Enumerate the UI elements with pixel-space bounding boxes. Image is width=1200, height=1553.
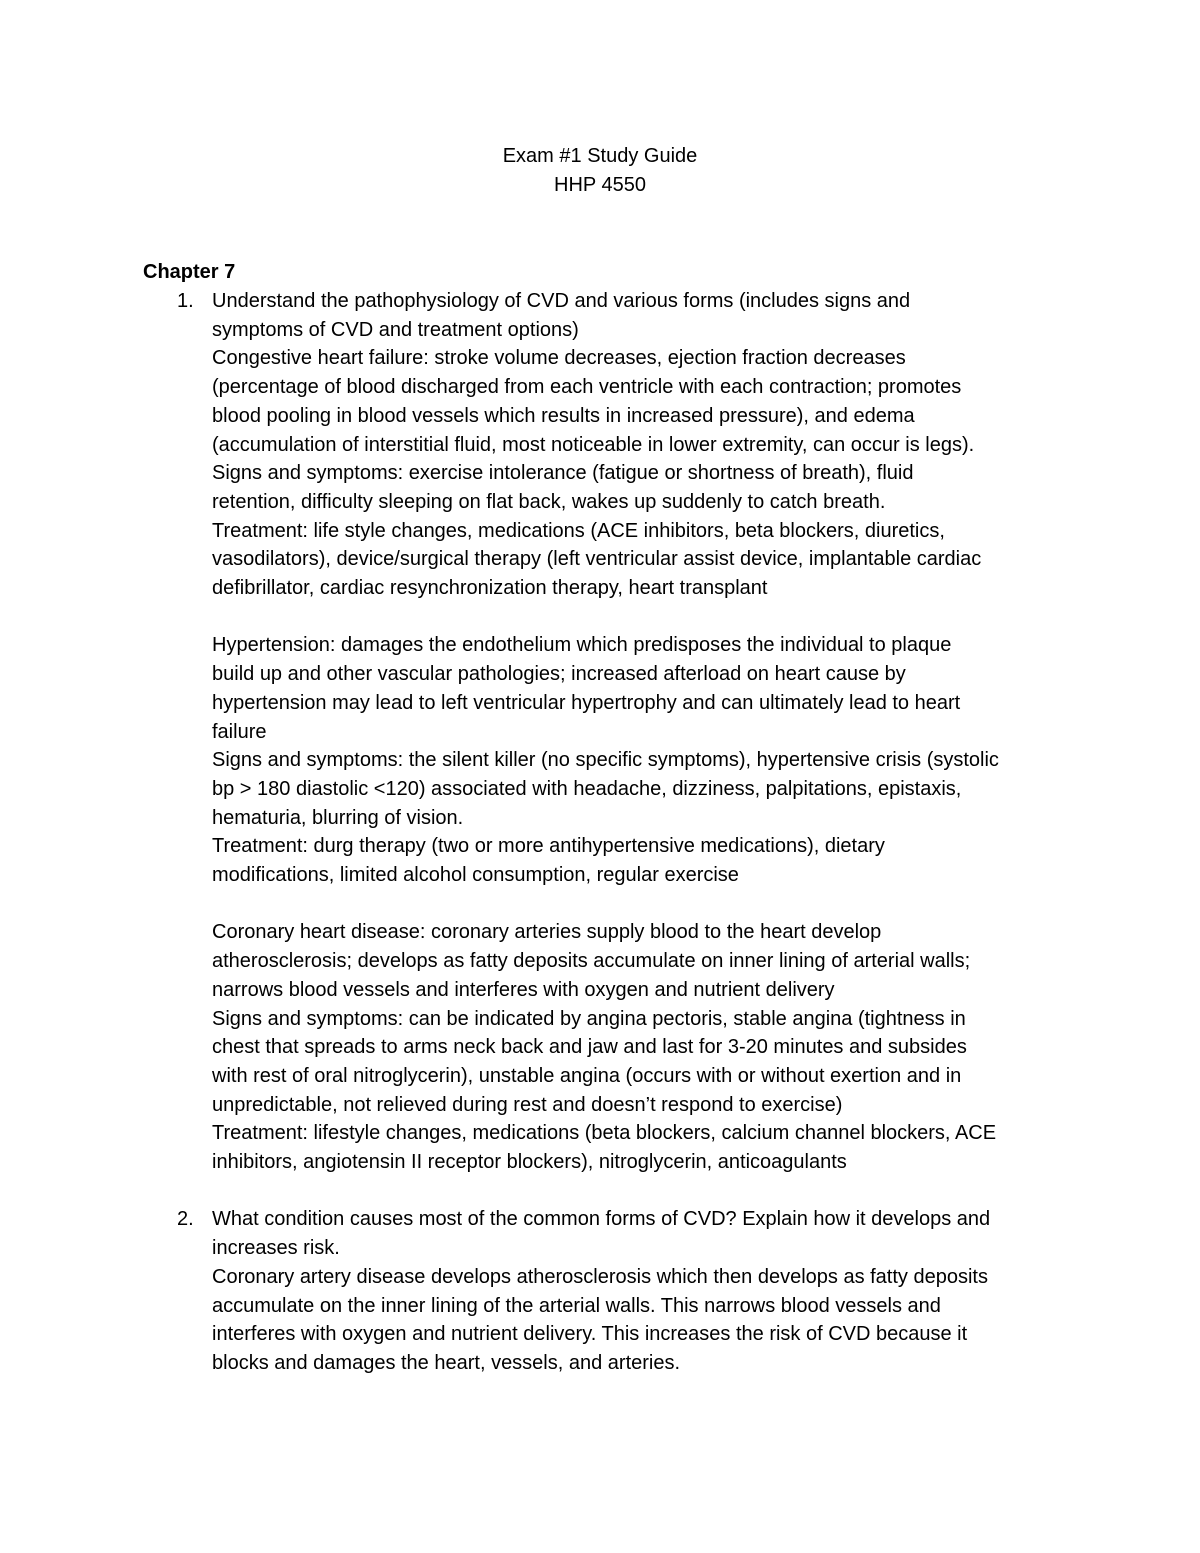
text-line: increases risk.: [212, 1237, 340, 1260]
text-line: hematuria, blurring of vision.: [212, 806, 464, 829]
text-line: Treatment: lifestyle changes, medications (beta blockers, calcium channel blockers, ACE: [212, 1122, 997, 1145]
text-line: unpredictable, not relieved during rest and doesn’t respond to exercise): [212, 1093, 843, 1116]
question-list: [143, 287, 1063, 1378]
text-line: Treatment: life style changes, medications (ACE inhibitors, beta blockers, diuretics,: [212, 519, 945, 542]
question-prompt: [212, 287, 1063, 344]
question-number: 2.: [177, 1208, 194, 1231]
text-line: inhibitors, angiotensin II receptor blockers), nitroglycerin, anticoagulants: [212, 1151, 847, 1174]
text-line: bp > 180 diastolic <120) associated with headache, dizziness, palpitations, epistaxis,: [212, 777, 962, 800]
question-2: [143, 1205, 1063, 1377]
text-line: Congestive heart failure: stroke volume decreases, ejection fraction decreases: [212, 347, 906, 370]
paragraph-gap: [143, 1177, 1063, 1206]
text-line: Signs and symptoms: the silent killer (no specific symptoms), hypertensive crisis (systolic: [212, 749, 999, 772]
text-line: retention, difficulty sleeping on flat back, wakes up suddenly to catch breath.: [212, 490, 886, 513]
document-title: Exam #1 Study Guide: [502, 145, 698, 167]
text-line: hypertension may lead to left ventricular hypertrophy and can ultimately lead to heart: [212, 691, 961, 714]
text-line: accumulate on the inner lining of the arterial walls. This narrows blood vessels and: [212, 1294, 941, 1317]
text-line: interferes with oxygen and nutrient delivery. This increases the risk of CVD because it: [212, 1323, 968, 1346]
text-line: chest that spreads to arms neck back and jaw and last for 3-20 minutes and subsides: [212, 1036, 967, 1059]
chapter-heading: Chapter 7: [143, 261, 236, 283]
question-number: 1.: [177, 290, 194, 312]
text-line: symptoms of CVD and treatment options): [212, 318, 579, 341]
text-line: with rest of oral nitroglycerin), unstable angina (occurs with or without exertion and in: [212, 1064, 962, 1087]
text-line: build up and other vascular pathologies; increased afterload on heart cause by: [212, 663, 906, 686]
text-line: Coronary artery disease develops atherosclerosis which then develops as fatty deposits: [212, 1265, 988, 1288]
text-line: Treatment: durg therapy (two or more antihypertensive medications), dietary: [212, 835, 885, 858]
text-line: vasodilators), device/surgical therapy (left ventricular assist device, implantable cardiac: [212, 548, 982, 571]
text-line: Hypertension: damages the endothelium which predisposes the individual to plaque: [212, 634, 952, 657]
text-line: What condition causes most of the common forms of CVD? Explain how it develops and: [212, 1208, 991, 1231]
course-code: HHP 4550: [554, 174, 646, 196]
text-line: failure: [212, 720, 267, 743]
text-line: (percentage of blood discharged from each ventricle with each contraction; promotes: [212, 376, 962, 399]
document-title-block: [0, 142, 1200, 200]
text-line: Understand the pathophysiology of CVD and various forms (includes signs and: [212, 290, 911, 312]
text-line: atherosclerosis; develops as fatty deposits accumulate on inner lining of arterial walls;: [212, 950, 971, 973]
text-line: Signs and symptoms: can be indicated by angina pectoris, stable angina (tightness in: [212, 1007, 966, 1030]
question-1: [143, 287, 1063, 1177]
text-line: blocks and damages the heart, vessels, and arteries.: [212, 1351, 681, 1374]
text-line: modifications, limited alcohol consumption, regular exercise: [212, 864, 739, 887]
text-line: Coronary heart disease: coronary arteries supply blood to the heart develop: [212, 921, 882, 944]
text-line: blood pooling in blood vessels which results in increased pressure), and edema: [212, 404, 915, 427]
question-prompt: [212, 1205, 1063, 1262]
hypertension-section: [212, 631, 1063, 889]
text-line: defibrillator, cardiac resynchronization therapy, heart transplant: [212, 577, 768, 600]
chd-section: [212, 918, 1063, 1176]
text-line: narrows blood vessels and interferes with oxygen and nutrient delivery: [212, 978, 835, 1001]
chf-section: [212, 344, 1063, 602]
text-line: Signs and symptoms: exercise intolerance (fatigue or shortness of breath), fluid: [212, 462, 914, 485]
paragraph-gap: [212, 603, 1063, 632]
answer-section: [212, 1263, 1063, 1378]
text-line: (accumulation of interstitial fluid, most noticeable in lower extremity, can occur is legs).: [212, 433, 975, 456]
paragraph-gap: [212, 890, 1063, 919]
